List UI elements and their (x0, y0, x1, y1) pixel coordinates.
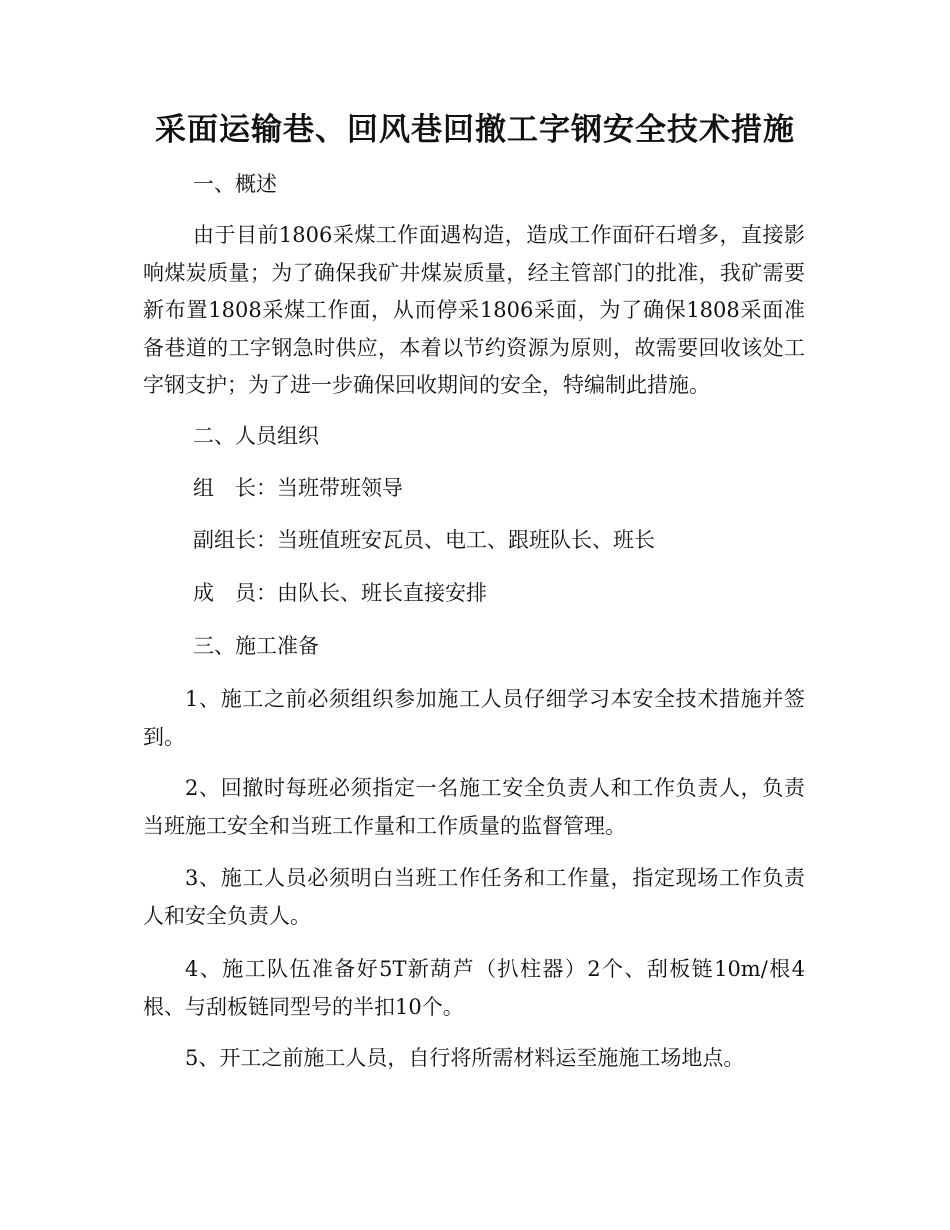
prep-item-2: 2、回撤时每班必须指定一名施工安全负责人和工作负责人，负责当班施工安全和当班工作量和工作质量的监督管理。 (143, 776, 805, 838)
personnel-deputy: 副组长：当班值班安瓦员、电工、跟班队长、班长 (193, 528, 655, 552)
prep-item-3: 3、施工人员必须明白当班工作任务和工作量，指定现场工作负责人和安全负责人。 (143, 866, 805, 928)
prep-item-4: 4、施工队伍准备好5T新葫芦（扒柱器）2个、刮板链10m/根4根、与刮板链同型号的半扣10个。 (143, 957, 805, 1019)
prep-item-1: 1、施工之前必须组织参加施工人员仔细学习本安全技术措施并签到。 (143, 687, 805, 749)
section-heading-personnel: 二、人员组织 (193, 424, 319, 448)
section-heading-preparation: 三、施工准备 (193, 634, 319, 658)
document-title: 采面运输巷、回风巷回撤工字钢安全技术措施 (155, 112, 795, 148)
personnel-leader: 组 长：当班带班领导 (193, 476, 403, 500)
personnel-members: 成 员：由队长、班长直接安排 (193, 581, 487, 605)
overview-paragraph: 由于目前1806采煤工作面遇构造，造成工作面矸石增多，直接影响煤炭质量；为了确保我矿井煤炭质量，经主管部门的批准，我矿需要新布置1808采煤工作面，从而停采1806采面，为了确保1808采面准备巷道的工字钢急时供应，本着以节约资源为原则，故需要回收该处工字钢支护；为了进一步确保回收期间的安全，特编制此措施。 (143, 223, 805, 397)
prep-item-5: 5、开工之前施工人员，自行将所需材料运至施施工场地点。 (185, 1046, 745, 1070)
section-heading-overview: 一、概述 (193, 172, 277, 196)
